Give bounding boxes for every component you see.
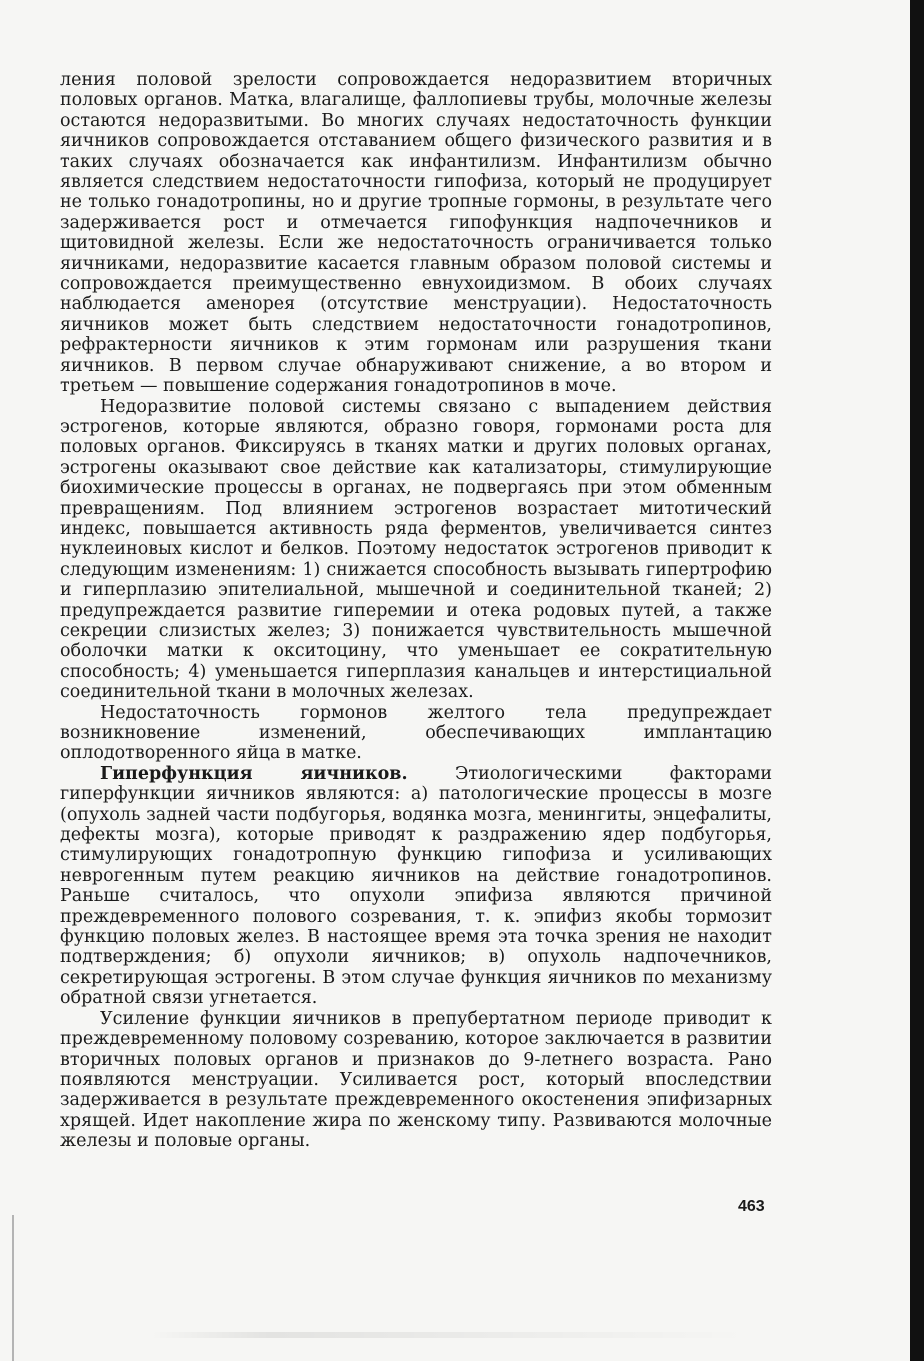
paragraph-2 — [60, 397, 772, 703]
paragraph-5-text: Усиление функции яичников в препубертатном периоде приводит к преждевременному половому созреванию, которое заключается в развитии вторичных половых органов и признаков до 9-летнего возраста. Рано появляются менструации. Усиливается рост, который впоследствии задерживается в результате преждевременного окостенения эпифизарных хрящей. Идет накопление жира по женскому типу. Развиваются молочные железы и половые органы. — [60, 1008, 772, 1152]
scan-smudge — [150, 1332, 750, 1338]
paragraph-3 — [60, 703, 772, 764]
paragraph-1 — [60, 70, 772, 397]
paragraph-2-text: Недоразвитие половой системы связано с выпадением действия эстрогенов, которые являются, образно говоря, гормонами роста для половых органов. Фиксируясь в тканях матки и других половых органах, эстрогены оказывают свое действие как катализаторы, стимулирующие биохимические процессы в органах, не подвергаясь при этом обменным превращениям. Под влиянием эстрогенов возрастает митотический индекс, повышается активность ряда ферментов, увеличивается синтез нуклеиновых кислот и белков. Поэтому недостаток эстрогенов приводит к следующим изменениям: 1) снижается способность вызывать гипертрофию и гиперплазию эпителиальной, мышечной и соединительной тканей; 2) предупреждается развитие гиперемии и отека родовых путей, а также секреции слизистых желез; 3) понижается чувствительность мышечной оболочки матки к окситоцину, что уменьшает ее сократительную способность; 4) уменьшается гиперплазия канальцев и интерстициальной соединительной ткани в молочных железах. — [60, 396, 772, 703]
body-text — [60, 70, 772, 1152]
paragraph-3-text: Недостаточность гормонов желтого тела предупреждает возникновение изменений, обеспечивающих имплантацию оплодотворенного яйца в матке. — [60, 702, 772, 764]
scan-margin-line — [12, 1215, 14, 1361]
page-number: 463 — [738, 1198, 765, 1215]
paragraph-4 — [60, 764, 772, 1009]
paragraph-5 — [60, 1009, 772, 1152]
paragraph-1-text: ления половой зрелости сопровождается недоразвитием вторичных половых органов. Матка, влагалище, фаллопиевы трубы, молочные железы остаются недоразвитыми. Во многих случаях недостаточность функции яичников сопровождается отставанием общего физического развития и в таких случаях обозначается как инфантилизм. Инфантилизм обычно является следствием недостаточности гипофиза, который не продуцирует не только гонадотропины, но и другие тропные гормоны, в результате чего задерживается рост и отмечается гипофункция надпочечников и щитовидной железы. Если же недостаточность ограничивается только яичниками, недоразвитие касается главным образом половой системы и сопровождается преимущественно евнухоидизмом. В обоих случаях наблюдается аменорея (отсутствие менструации). Недостаточность яичников может быть следствием недостаточности гонадотропинов, рефрактерности яичников к этим гормонам или разрушения ткани яичников. В первом случае обнаруживают снижение, а во втором и третьем — повышение содержания гонадотропинов в моче. — [60, 70, 772, 397]
section-heading-hyperfunction: Гиперфункция яичников. — [100, 763, 408, 784]
paragraph-4-text: Этиологическими факторами гиперфункции яичников являются: а) патологические процессы в мозге (опухоль задней части подбугорья, водянка мозга, менингиты, энцефалиты, дефекты мозга), которые приводят к раздражению ядер подбугорья, стимулирующих гонадотропную функцию гипофиза и усиливающих неврогенным путем реакцию яичников на действие гонадотропинов. Раньше считалось, что опухоли эпифиза являются причиной преждевременного полового созревания, т. к. эпифиз якобы тормозит функцию половых желез. В настоящее время эта точка зрения не находит подтверждения; б) опухоли яичников; в) опухоль надпочечников, секретирующая эстрогены. В этом случае функция яичников по механизму обратной связи угнетается. — [60, 763, 773, 1009]
scan-edge-shadow — [910, 0, 924, 1361]
